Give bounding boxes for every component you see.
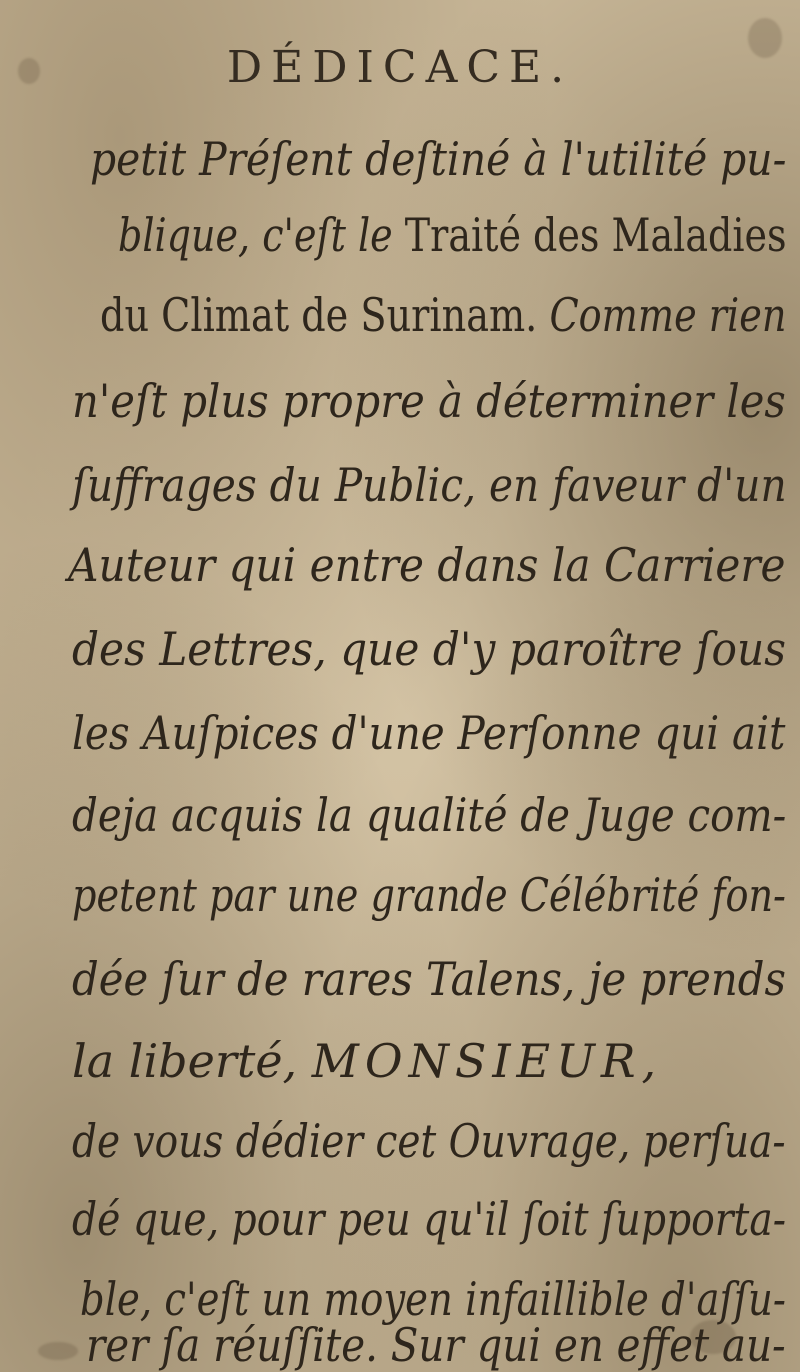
text-segment: MONSIEUR,	[311, 1034, 663, 1088]
text-segment: n'eſt plus propre à déterminer les	[72, 374, 786, 428]
text-segment: du Climat de Surinam.	[100, 288, 550, 342]
text-segment: des Lettres, que d'y paroître ſous	[72, 622, 786, 676]
text-segment: ſuffrages du Public, en faveur d'un	[72, 458, 787, 512]
text-line	[118, 208, 787, 262]
text-segment: petent par une grande Célébrité fon-	[72, 868, 786, 922]
text-segment: ble, c'eſt un moyen infaillible d'aſſu-	[80, 1272, 786, 1326]
text-line	[68, 538, 786, 592]
text-segment: blique, c'eſt	[118, 208, 358, 262]
text-line	[72, 622, 786, 676]
text-segment: rer ſa réuſſite. Sur qui en effet au-	[86, 1318, 786, 1372]
text-segment: Auteur qui entre dans la Carriere	[68, 538, 786, 592]
paper-stain	[38, 1342, 78, 1360]
text-line	[72, 1034, 663, 1088]
text-line	[90, 132, 787, 186]
text-segment: le	[357, 208, 393, 262]
text-segment: de vous dédier cet Ouvrage, perſua-	[72, 1114, 786, 1168]
text-segment: dée ſur de rares Talens, je prends	[72, 952, 786, 1006]
text-line	[86, 1318, 786, 1372]
text-segment: dé que, pour peu qu'il ſoit ſupporta-	[72, 1192, 787, 1246]
text-line	[100, 288, 787, 342]
text-line	[80, 1272, 786, 1326]
text-segment: Traité des Maladies	[392, 208, 787, 262]
text-line	[72, 868, 786, 922]
text-line	[72, 1114, 786, 1168]
text-segment: Comme rien	[549, 288, 787, 342]
text-line	[72, 952, 786, 1006]
text-line	[72, 788, 787, 842]
text-line	[72, 374, 786, 428]
text-segment: les Auſpices d'une Perſonne qui ait	[72, 706, 786, 760]
text-segment: la liberté,	[72, 1034, 312, 1088]
text-line	[72, 706, 786, 760]
text-line	[72, 458, 787, 512]
text-segment: deja acquis la qualité de Juge com-	[72, 788, 787, 842]
text-segment: petit Préſent deſtiné à l'utilité pu-	[90, 132, 787, 186]
running-head: DÉDICACE.	[226, 42, 574, 93]
text-line	[72, 1192, 787, 1246]
